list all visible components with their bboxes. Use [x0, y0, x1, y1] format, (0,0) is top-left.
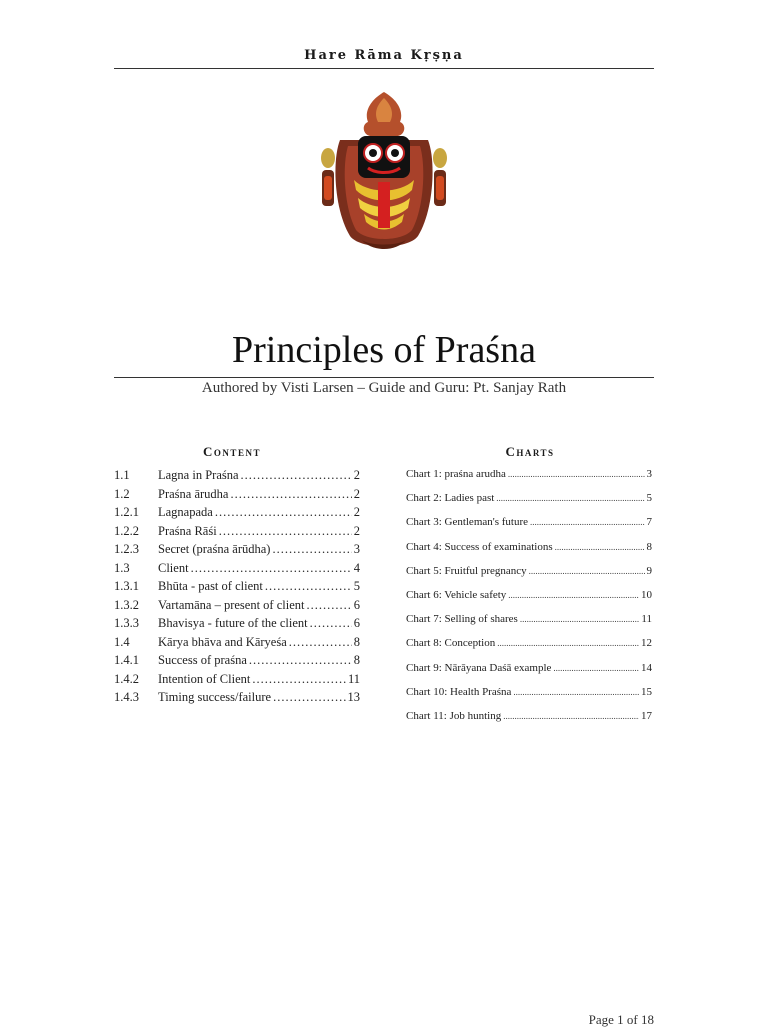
leader-dots: [497, 637, 639, 649]
chart-entry-page: 17: [641, 709, 652, 722]
toc-entry-page: 2: [353, 523, 360, 538]
document-subtitle: Authored by Visti Larsen – Guide and Guru: Pt. Sanjay Rath: [201, 380, 567, 396]
toc-entry[interactable]: [114, 468, 360, 487]
chart-entry[interactable]: [406, 516, 652, 540]
chart-entry[interactable]: [406, 662, 652, 686]
leader-dots: [249, 653, 352, 668]
leader-dots: [273, 690, 345, 705]
chart-entry-title: Chart 9: Nārāyana Daśā example: [406, 661, 552, 674]
toc-entry-page: 8: [353, 653, 360, 667]
chart-entry[interactable]: [406, 541, 652, 565]
toc-entry[interactable]: [114, 561, 360, 580]
leader-dots: [530, 516, 644, 528]
chart-entry-title: Chart 10: Health Praśna: [406, 685, 512, 698]
toc-entry-number: 1.3.3: [114, 616, 139, 630]
charts-heading: Charts: [505, 444, 555, 459]
chart-entry[interactable]: [406, 613, 652, 637]
chart-entry-page: 11: [641, 613, 652, 626]
leader-dots: [252, 672, 346, 687]
list-of-charts: [406, 468, 652, 734]
chart-entry-title: Chart 7: Selling of shares: [406, 613, 518, 626]
toc-entry-number: 1.2.3: [114, 542, 139, 556]
chart-entry[interactable]: [406, 589, 652, 613]
leader-dots: [241, 468, 352, 483]
chart-entry-title: Chart 6: Vehicle safety: [406, 588, 507, 601]
chart-entry-title: Chart 3: Gentleman's future: [406, 516, 529, 529]
toc-entry[interactable]: [114, 487, 360, 506]
leader-dots: [219, 524, 352, 539]
chart-entry-title: Chart 2: Ladies past: [406, 492, 495, 505]
toc-entry-title: Success of praśna: [158, 653, 247, 667]
toc-entry-title: Client: [158, 560, 189, 575]
toc-entry[interactable]: [114, 524, 360, 543]
toc-entry-title: Lagna in Praśna: [158, 468, 239, 482]
leader-dots: [553, 662, 639, 674]
toc-entry-number: 1.2: [114, 486, 130, 501]
toc-entry[interactable]: [114, 635, 360, 654]
chart-entry[interactable]: [406, 468, 652, 492]
toc-entry-number: 1.4.2: [114, 671, 139, 686]
toc-entry-title: Intention of Client: [158, 671, 251, 686]
toc-entry-title: Kārya bhāva and Kāryeśa: [158, 634, 287, 649]
toc-entry-number: 1.4.3: [114, 690, 139, 704]
leader-dots: [230, 487, 351, 502]
leader-dots: [215, 505, 352, 520]
running-header: Hare Rāma Kṛṣṇa: [304, 48, 464, 63]
chart-entry-title: Chart 5: Fruitful pregnancy: [406, 564, 527, 577]
toc-entry-page: 5: [353, 579, 360, 593]
toc-entry-number: 1.4: [114, 634, 130, 649]
toc-entry-number: 1.3.2: [114, 597, 139, 612]
toc-entry-title: Praśna Rāśi: [158, 523, 217, 538]
toc-entry-title: Secret (praśna ārūdha): [158, 542, 271, 556]
content-heading: Content: [203, 444, 261, 459]
toc-entry-title: Vartamāna – present of client: [158, 597, 305, 612]
chart-entry-title: Chart 8: Conception: [406, 637, 496, 650]
chart-entry[interactable]: [406, 492, 652, 516]
toc-entry-page: 3: [353, 542, 360, 556]
toc-entry-number: 1.2.2: [114, 523, 139, 538]
chart-entry[interactable]: [406, 637, 652, 661]
leader-dots: [508, 468, 645, 480]
chart-entry-page: 9: [646, 564, 652, 577]
leader-dots: [272, 542, 351, 557]
toc-entry[interactable]: [114, 598, 360, 617]
toc-entry-number: 1.3: [114, 560, 130, 575]
leader-dots: [306, 598, 351, 613]
toc-entry-title: Praśna ārudha: [158, 486, 229, 501]
leader-dots: [496, 492, 644, 504]
page-number: Page 1 of 18: [588, 1012, 654, 1027]
toc-entry-number: 1.4.1: [114, 653, 139, 667]
toc-entry[interactable]: [114, 579, 360, 598]
toc-entry[interactable]: [114, 616, 360, 635]
chart-entry[interactable]: [406, 565, 652, 589]
toc-entry-title: Bhūta - past of client: [158, 579, 263, 593]
toc-entry-number: 1.1: [114, 468, 130, 482]
leader-dots: [191, 561, 352, 576]
chart-entry[interactable]: [406, 686, 652, 710]
toc-entry-number: 1.2.1: [114, 505, 139, 519]
title-rule: [114, 377, 654, 378]
leader-dots: [520, 613, 640, 625]
leader-dots: [555, 541, 645, 553]
toc-entry-number: 1.3.1: [114, 579, 139, 593]
document-title: Principles of Praśna: [232, 329, 536, 371]
chart-entry-page: 12: [641, 637, 652, 650]
toc-entry-title: Timing success/failure: [158, 690, 272, 704]
leader-dots: [529, 565, 645, 577]
toc-entry-page: 11: [347, 671, 360, 686]
chart-entry-page: 5: [646, 492, 652, 505]
jagannath-illustration: [318, 90, 450, 256]
chart-entry-title: Chart 1: praśna arudha: [406, 468, 506, 480]
chart-entry-title: Chart 4: Success of examinations: [406, 540, 553, 553]
toc-entry-page: 4: [353, 560, 360, 575]
toc-entry[interactable]: [114, 542, 360, 561]
chart-entry-page: 14: [641, 661, 652, 674]
toc-entry[interactable]: [114, 653, 360, 672]
toc-entry-page: 2: [353, 486, 360, 501]
leader-dots: [310, 616, 352, 631]
toc-entry-title: Lagnapada: [158, 505, 213, 519]
toc-entry-page: 13: [347, 690, 360, 704]
chart-entry-page: 3: [646, 468, 652, 480]
toc-entry-title: Bhavisya - future of the client: [158, 616, 308, 630]
table-of-contents: [114, 468, 360, 709]
toc-entry-page: 2: [353, 468, 360, 482]
toc-entry-page: 2: [353, 505, 360, 519]
toc-entry[interactable]: [114, 690, 360, 709]
leader-dots: [265, 579, 352, 594]
leader-dots: [289, 635, 352, 650]
chart-entry-page: 15: [641, 685, 652, 698]
toc-entry[interactable]: [114, 505, 360, 524]
chart-entry-page: 7: [646, 516, 652, 529]
toc-entry[interactable]: [114, 672, 360, 691]
leader-dots: [503, 710, 639, 722]
leader-dots: [508, 589, 639, 601]
chart-entry-page: 8: [646, 540, 652, 553]
chart-entry[interactable]: [406, 710, 652, 734]
leader-dots: [513, 686, 639, 698]
toc-entry-page: 8: [353, 634, 360, 649]
chart-entry-title: Chart 11: Job hunting: [406, 709, 502, 722]
toc-entry-page: 6: [353, 597, 360, 612]
chart-entry-page: 10: [641, 588, 652, 601]
header-rule: [114, 68, 654, 69]
toc-entry-page: 6: [353, 616, 360, 630]
